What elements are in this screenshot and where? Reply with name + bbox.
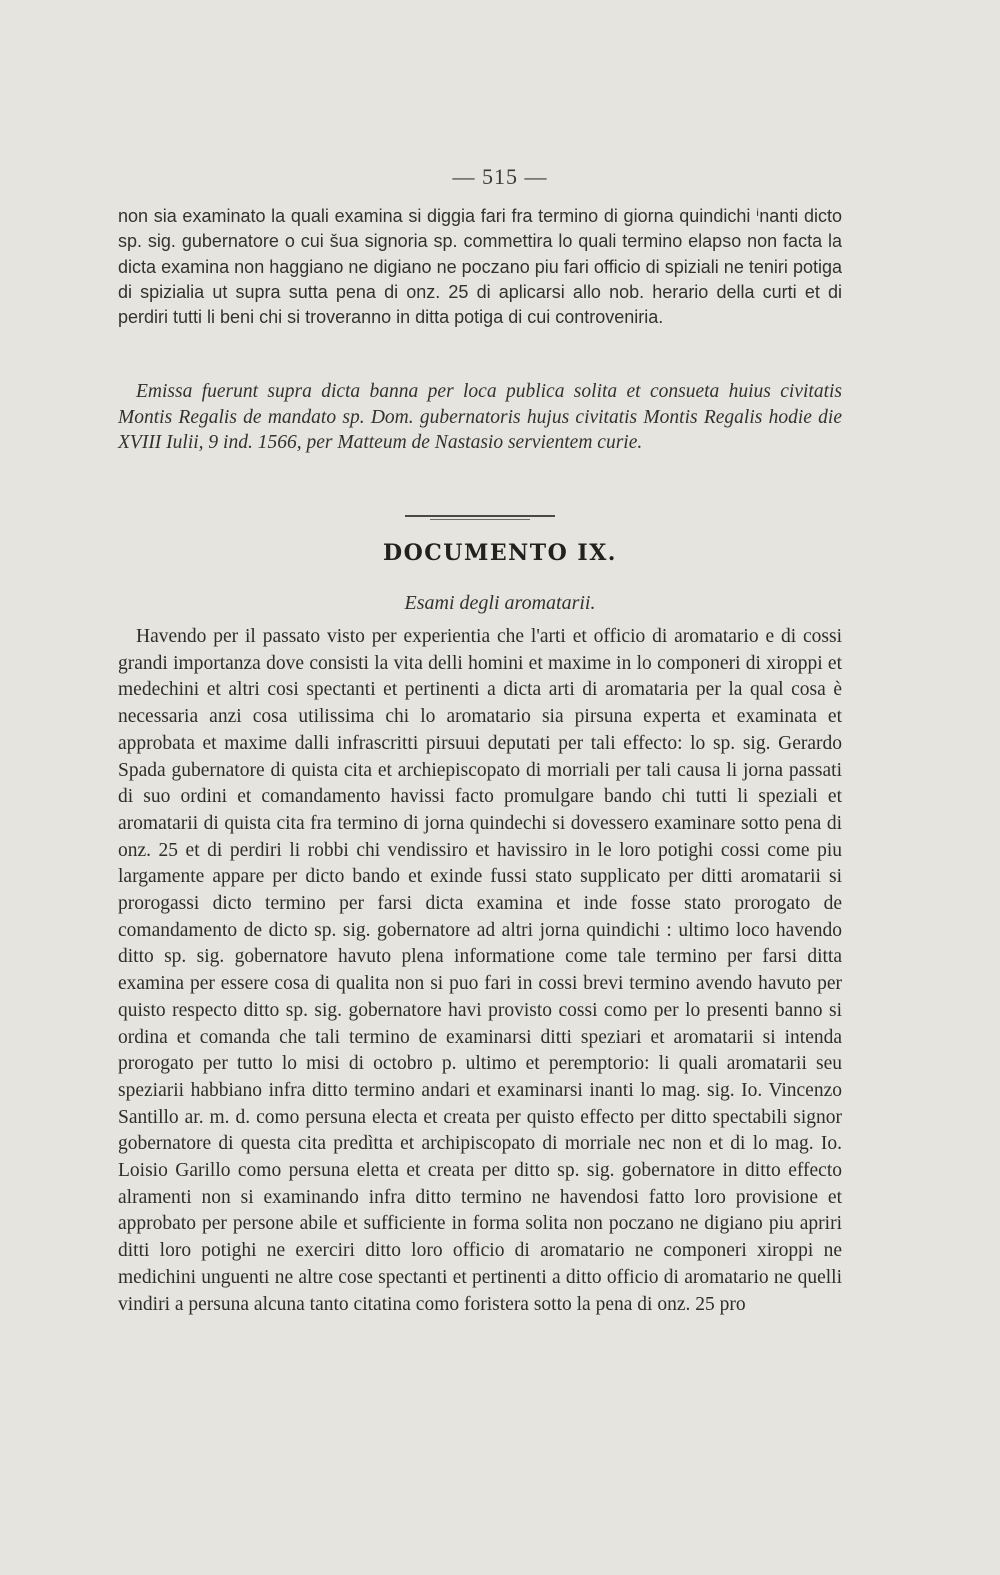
paragraph-body [118, 624, 842, 1318]
paragraph-continuation [118, 204, 842, 330]
italic-note-text: Emissa fuerunt supra dicta banna per loca publica solita et consueta huius civitatis Montis Regalis de mandato sp. Dom. gubernatoris hujus civitatis Montis Regalis hodie die XVIII Iulii, 9 ind. 1566, per Matteum de Nastasio servientem curie. [118, 381, 842, 454]
paragraph-text: non sia examinato la quali examina si diggia fari fra termino di giorna quindichi ⁱnanti dicto sp. sig. gubernatore o cui s̆ua signoria sp. commettira lo quali termino elapso non facta la dicta examina non haggiano ne digiano ne poczano piu fari officio di spiziali ne teniri potiga di spizialia ut supra sutta pena di onz. 25 di aplicarsi allo nob. herario della curti et di perdiri tutti li beni chi si troveranno in ditta potiga di cui controveniria. [118, 206, 842, 328]
page-number: — 515 — [452, 164, 548, 189]
paragraph-italic-note [118, 379, 842, 456]
document-heading: DOCUMENTO IX. [383, 540, 617, 566]
document-subtitle: Esami degli aromatarii. [404, 592, 596, 614]
body-text: Havendo per il passato visto per experientia che l'arti et officio di aromatario e di cossi grandi importanza dove consisti la vita delli homini et maxime in lo componeri di xiroppi et medechini et altri cosi spectanti et pertinenti a dicta arti di aromataria per la qual cosa è necessaria anzi cosa utilissima chi lo aromatario sia pirsuna experta et examinata et approbata et maxime dalli infrascritti pirsuui deputati per tali effecto: lo sp. sig. Gerardo Spada gubernatore di quista cita et archiepiscopato di morriali per tali causa li jorna passati di suo ordini et comandamento havissi facto promulgare bando chi tutti li speziali et aromatarii di quista cita fra termino di jorna quindechi si dovessero examinare sotto pena di onz. 25 et di perdiri li robbi chi vendissiro et havissiro in le loro potighi cossi come piu largamente appare per dicto bando et exinde fussi stato supplicato per ditti aromatarii si prorogassi dicto termino per farsi dicta examina et inde fosse stato prorogato de comandamento de dicto sp. sig. gobernatore ad altri jorna quindichi : ultimo loco havendo ditto sp. sig. gobernatore havuto plena informatione come tale termino per farsi ditta examina per essere cosa di qualita non si puo fari in cossi brevi termino avendo havuto per quisto respecto ditto sp. sig. gobernatore havi provisto cossi como per lo presenti banno si ordina et comanda che tali termino de examinarsi ditti speziari et aromatarii si intenda prorogato per tutto lo misi di octobro p. ultimo et peremptorio: li quali aromatarii seu speziarii habbiano infra ditto termino andari et examinarsi inanti lo mag. sig. Io. Vincenzo Santillo ar. m. d. como persuna electa et creata per quisto effecto per ditto spectabili signor gobernatore di questa cita predìtta et archipiscopato di morriale nec non et di lo mag. Io. Loisio Garillo como persuna eletta et creata per ditto sp. sig. gobernatore in ditto effecto alramenti non si examinando infra ditto termino ne havendosi fatto loro provisione et approbato per persone abile et sufficiente in forma solita non poczano ne digiano piu apriri ditti loro potighi ne exerciri ditto loro officio di aromatario ne componeri xiroppi ne medichini unguenti ne altre cose spectanti et pertinenti a ditto officio di aromatario ne quelli vindiri a persuna alcuna tanto citatina como foristera sotto la pena di onz. 25 pro [118, 626, 842, 1315]
section-divider [405, 515, 555, 517]
